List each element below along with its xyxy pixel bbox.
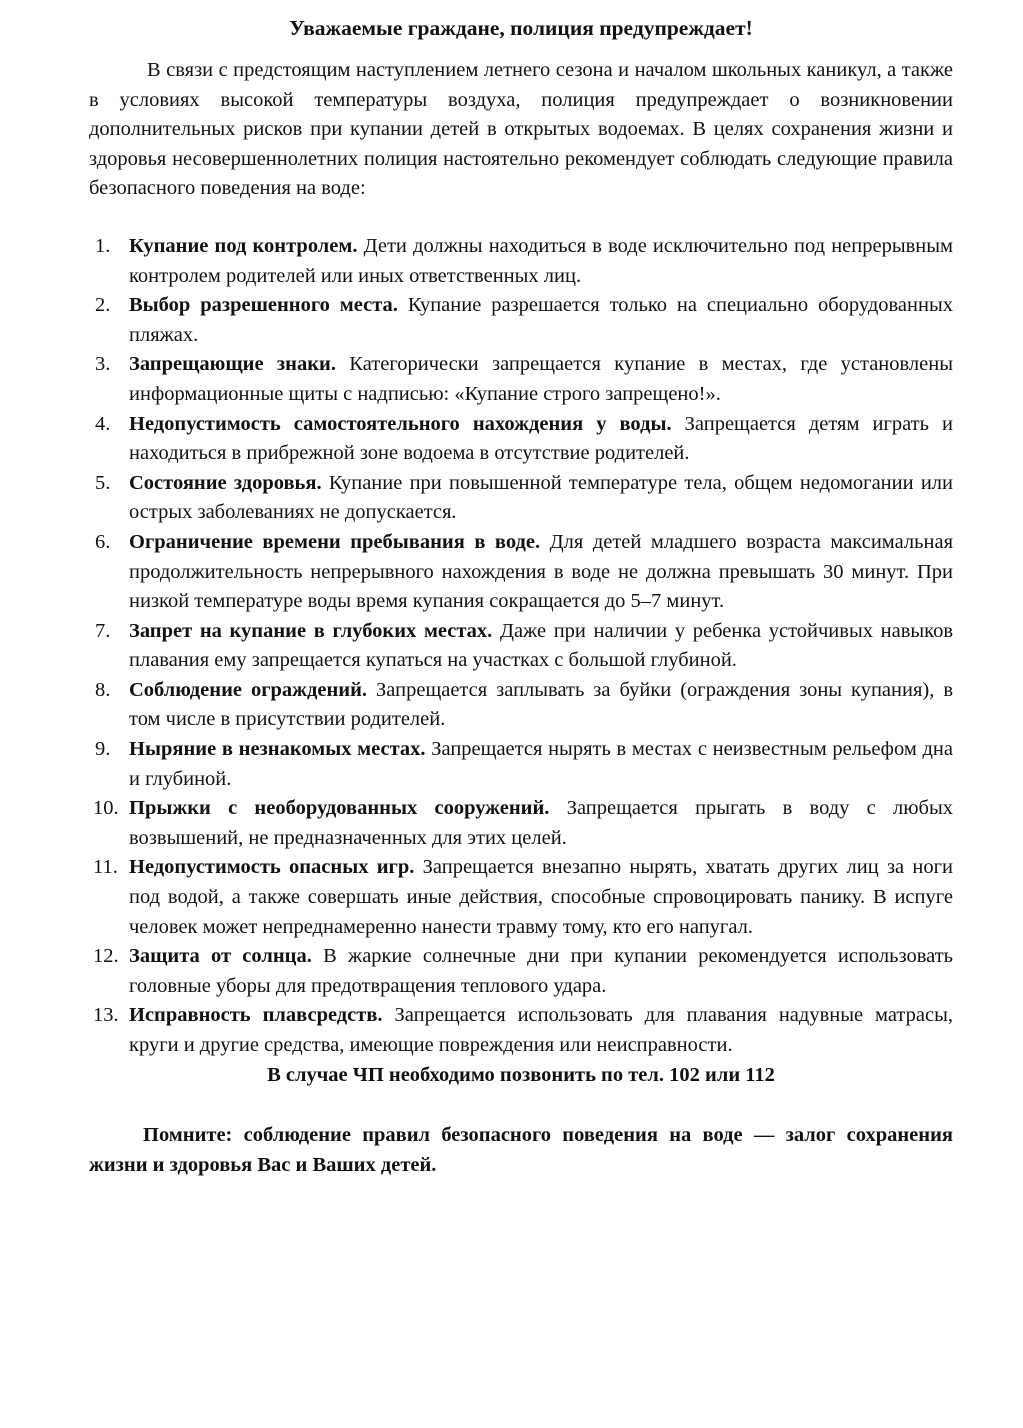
rule-text: Запрещается нырять в местах с неизвестным рельефом дна и глубиной.	[129, 738, 953, 790]
rule-heading: Запрещающие знаки.	[129, 353, 336, 376]
rule-item-4	[89, 410, 953, 469]
rule-text: В жаркие солнечные дни при купании рекомендуется использовать головные уборы для предотвращения теплового удара.	[129, 945, 954, 997]
rule-heading: Недопустимость самостоятельного нахождения у воды.	[129, 412, 672, 435]
rule-heading: Ограничение времени пребывания в воде.	[129, 530, 541, 553]
rule-text: Запрещается использовать для плавания надувные матрасы, круги и другие средства, имеющие повреждения или неисправности.	[129, 1004, 953, 1056]
rule-heading: Недопустимость опасных игр.	[129, 856, 415, 879]
rule-item-11	[89, 853, 953, 942]
rule-text: Даже при наличии у ребенка устойчивых навыков плавания ему запрещается купаться на участках с большой глубиной.	[129, 619, 954, 672]
rule-heading: Купание под контролем.	[129, 234, 358, 257]
rule-text: Купание разрешается только на специально оборудованных пляжах.	[129, 294, 953, 346]
rule-number: 12.	[93, 945, 119, 968]
rule-text: Для детей младшего возраста максимальная продолжительность непрерывного нахождения в воде не должна превышать 30 минут. При низкой температуре воды время купания сокращается до 5–7 минут.	[129, 530, 953, 613]
intro-paragraph: В связи с предстоящим наступлением летнего сезона и началом школьных каникул, а также в условиях высокой температуры воздуха, полиция предупреждает о возникновении дополнительных рисков при купании детей в открытых водоемах. В целях сохранения жизни и здоровья несовершеннолетних полиция настоятельно рекомендует соблюдать следующие правила безопасного поведения на воде:	[89, 59, 953, 200]
rule-heading: Соблюдение ограждений.	[129, 678, 368, 701]
rule-text: Купание при повышенной температуре тела, общем недомогании или острых заболеваниях не допускается.	[129, 471, 953, 524]
rule-text: Категорически запрещается купание в местах, где установлены информационные щиты с надписью: «Купание строго запрещено!».	[129, 353, 953, 405]
rule-item-13	[89, 1001, 953, 1060]
page-title: Уважаемые граждане, полиция предупреждает!	[289, 16, 753, 40]
rule-heading: Прыжки с необорудованных сооружений.	[129, 797, 550, 820]
rule-number: 3.	[95, 353, 111, 376]
rule-item-7	[89, 617, 953, 676]
emergency-phone-notice: В случае ЧП необходимо позвонить по тел. 102 или 112	[267, 1063, 775, 1086]
rule-heading: Выбор разрешенного места.	[129, 294, 398, 317]
rule-number: 13.	[93, 1004, 119, 1027]
rule-item-12	[89, 942, 953, 1001]
rule-number: 5.	[95, 471, 111, 494]
rule-item-6	[89, 528, 953, 617]
rule-item-10	[89, 794, 953, 853]
rule-item-1	[89, 232, 953, 291]
rule-number: 11.	[93, 856, 118, 879]
rule-item-8	[89, 676, 953, 735]
rule-number: 4.	[95, 412, 111, 435]
rule-item-5	[89, 469, 953, 528]
document-page	[89, 12, 953, 1180]
rule-text: Запрещается прыгать в воду с любых возвышений, не предназначенных для этих целей.	[129, 797, 953, 849]
closing-reminder: Помните: соблюдение правил безопасного поведения на воде — залог сохранения жизни и здоровья Вас и Ваших детей.	[89, 1124, 953, 1176]
rule-number: 8.	[95, 678, 111, 701]
rule-item-2	[89, 291, 953, 350]
rule-number: 6.	[95, 530, 111, 553]
rule-item-9	[89, 735, 953, 794]
rules-list	[89, 232, 953, 1061]
rule-number: 9.	[95, 738, 111, 761]
rule-text: Запрещается внезапно нырять, хватать других лиц за ноги под водой, а также совершать иные действия, способные спровоцировать панику. В испуге человек может непреднамеренно нанести травму тому, кто его напугал.	[129, 856, 954, 938]
rule-heading: Состояние здоровья.	[129, 471, 322, 494]
rule-heading: Запрет на купание в глубоких местах.	[129, 619, 493, 642]
rule-item-3	[89, 350, 953, 409]
rule-heading: Защита от солнца.	[129, 945, 312, 968]
rule-text: Запрещается заплывать за буйки (ограждения зоны купания), в том числе в присутствии родителей.	[129, 678, 953, 731]
rule-number: 1.	[95, 234, 111, 257]
rule-number: 7.	[95, 619, 111, 642]
rule-number: 2.	[95, 294, 111, 317]
rule-heading: Исправность плавсредств.	[129, 1004, 383, 1027]
rule-heading: Ныряние в незнакомых местах.	[129, 738, 426, 761]
rule-text: Дети должны находиться в воде исключительно под непрерывным контролем родителей или иных ответственных лиц.	[129, 234, 953, 287]
rule-number: 10.	[93, 797, 119, 820]
rule-text: Запрещается детям играть и находиться в прибрежной зоне водоема в отсутствие родителей.	[129, 412, 953, 465]
